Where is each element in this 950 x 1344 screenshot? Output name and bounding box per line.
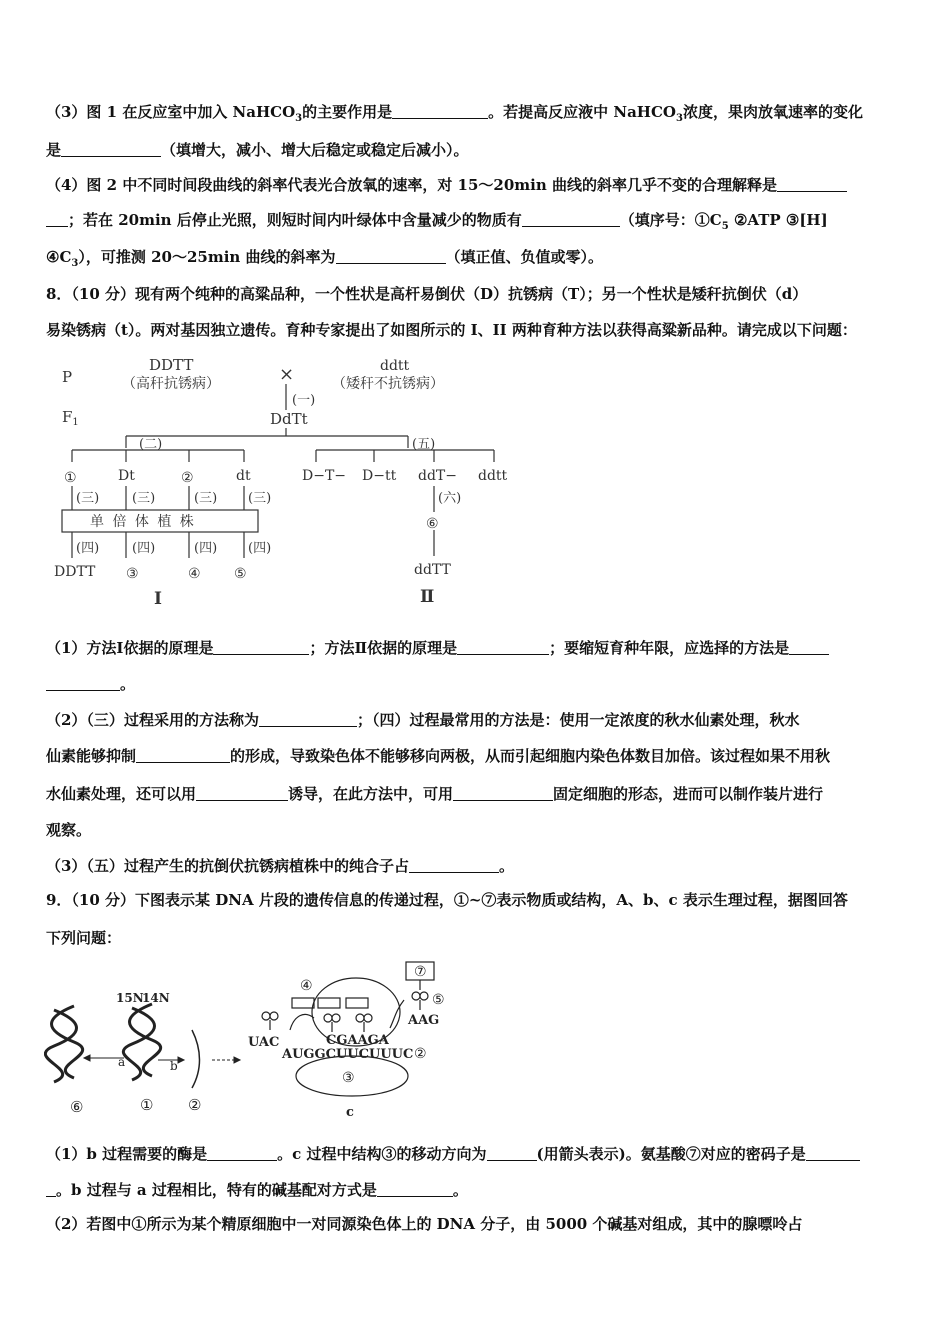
label-b: b — [170, 1059, 178, 1073]
answer-blank[interactable] — [487, 1146, 537, 1161]
label-5: ⑤ — [432, 992, 445, 1008]
q9-intro-2: 下列问题： — [46, 929, 122, 947]
step-3b: (三) — [132, 491, 156, 506]
answer-blank[interactable] — [409, 858, 499, 873]
step-4c: (四) — [194, 541, 218, 556]
answer-blank[interactable] — [392, 104, 488, 119]
dna-6-helix — [45, 1006, 82, 1082]
step-4a: (四) — [76, 541, 100, 556]
q8-sub2-line3: 水仙素处理，还可以用 诱导，在此方法中，可用 固定细胞的形态，进而可以制作装片进行 — [46, 785, 824, 803]
answer-blank[interactable] — [806, 1146, 860, 1161]
q8-sub3: （3）（五）过程产生的抗倒伏抗锈病植株中的纯合子占 。 — [46, 857, 514, 875]
label-7: ⑦ — [414, 964, 427, 980]
answer-blank[interactable] — [777, 177, 847, 192]
label-p: P — [62, 368, 73, 386]
q7-line-5: （4）图 2 中不同时间段曲线的斜率代表光合放氧的速率，对 15～20min 曲线的斜率几乎不变的合理解释是 — [46, 175, 910, 195]
q9-sub1-line2: 。b 过程与 a 过程相比，特有的碱基配对方式是 。 — [46, 1180, 910, 1200]
f2-4: ddtt — [478, 468, 508, 484]
answer-blank[interactable] — [259, 712, 357, 727]
q9-sub1-line1: （1）b 过程需要的酶是 。c 过程中结构③的移动方向为 (用箭头表示)。氨基酸⑦对应的密码子是 — [46, 1144, 910, 1164]
label-6: ⑥ — [70, 1098, 84, 1116]
label-6: ⑥ — [426, 516, 439, 532]
answer-blank[interactable] — [196, 786, 288, 801]
trna-anticodon-uac: UAC — [248, 1035, 280, 1050]
f2-3: ddT− — [418, 468, 457, 484]
q7-line-7: $④C_3$），可推测 20～25min 曲线的斜率为 （填正值、负值或零）。 — [46, 248, 604, 269]
cross-symbol: × — [279, 364, 295, 385]
f1-genotype: DdTt — [270, 410, 308, 428]
step-4b: (四) — [132, 541, 156, 556]
answer-blank[interactable] — [789, 640, 829, 655]
label-1: ① — [140, 1096, 154, 1114]
parent-1: DDTT — [149, 356, 194, 374]
step-3c: (三) — [194, 491, 218, 506]
amino-acid-4-box — [292, 998, 314, 1008]
anticodons-cgaaga: CGAAGA — [326, 1033, 389, 1048]
parent-2: ddtt — [380, 358, 410, 374]
answer-blank[interactable] — [46, 212, 68, 227]
f2-1: D−T− — [302, 468, 347, 484]
q8-sub2-line2: 仙素能够抑制 的形成，导致染色体不能够移向两极，从而引起细胞内染色体数目加倍。该过程如果不用秋 — [46, 747, 831, 765]
trna-anticodon-aag: AAG — [408, 1013, 440, 1028]
parent-2-desc: （矮秆不抗锈病） — [332, 376, 444, 392]
q8-sub2-line4: 观察。 — [46, 821, 92, 839]
step-5: (五) — [412, 437, 436, 452]
label-c: c — [346, 1105, 354, 1120]
q8-intro-2: 易染锈病（t）。两对基因独立遗传。育种专家提出了如图所示的 I、II 两种育种方法以获得高粱新品种。请完成以下问题： — [46, 321, 857, 339]
label-2: ② — [188, 1096, 202, 1114]
answer-blank[interactable] — [213, 640, 309, 655]
method-i-label: Ⅰ — [154, 589, 162, 609]
f2-2: D−tt — [362, 468, 397, 484]
step-2: (二) — [139, 437, 163, 452]
q7-line-4: 是 （填增大，减小、增大后稳定或稳定后减小）。 — [46, 141, 469, 159]
q7-line-3: （3）图 1 在反应室中加入 NaHCO$_3$的主要作用是 。若提高反应液中 NaHCO$_3$浓度，果肉放氧速率的变化 — [46, 103, 863, 124]
label-2b: ② — [414, 1046, 427, 1062]
step-4d: (四) — [248, 541, 272, 556]
q8-sub1-line1: （1）方法Ⅰ依据的原理是 ；方法Ⅱ依据的原理是 ；要缩短育种年限，应选择的方法是 — [46, 638, 910, 658]
q8-sub2-line1: （2）（三）过程采用的方法称为 ；（四）过程最常用的方法是：使用一定浓度的秋水仙素处理，秋水 — [46, 711, 800, 729]
label-f1: $F_1$ — [62, 408, 79, 428]
answer-blank[interactable] — [377, 1182, 453, 1197]
answer-blank[interactable] — [522, 212, 620, 227]
answer-blank[interactable] — [46, 676, 120, 691]
dna-transfer-diagram — [44, 960, 464, 1122]
mrna-sequence: AUGGCUUCUUUC — [282, 1047, 414, 1062]
q8-sub1-line2: 。 — [46, 674, 910, 694]
out-3: ④ — [188, 566, 201, 582]
label-3: ③ — [342, 1070, 355, 1086]
final-genotype: ddTT — [414, 562, 451, 578]
gamete-3: ② — [181, 470, 194, 486]
answer-blank[interactable] — [136, 748, 230, 763]
q9-sub2-line1: （2）若图中①所示为某个精原细胞中一对同源染色体上的 DNA 分子，由 5000 个碱基对组成，其中的腺嘌呤占 — [46, 1215, 803, 1233]
q9-intro-1: 9．（10 分）下图表示某 DNA 片段的遗传信息的传递过程，①~⑦表示物质或结构，A、b、c 表示生理过程，据图回答 — [46, 891, 848, 909]
gamete-1: ① — [64, 470, 77, 486]
dna-1-helix — [123, 1004, 160, 1080]
answer-blank[interactable] — [336, 249, 446, 264]
label-4: ④ — [300, 978, 313, 994]
gamete-4: dt — [236, 468, 251, 484]
gamete-2: Dt — [118, 468, 135, 484]
answer-blank[interactable] — [46, 1182, 56, 1197]
step-3d: (三) — [248, 491, 272, 506]
answer-blank[interactable] — [453, 786, 553, 801]
mrna-2-strand — [192, 1030, 200, 1088]
answer-blank[interactable] — [207, 1146, 277, 1161]
out-4: ⑤ — [234, 566, 247, 582]
step-3a: (三) — [76, 491, 100, 506]
q7-line-6: ；若在 20min 后停止光照，则短时间内叶绿体中含量减少的物质有 （填序号：$①C_5$ ②ATP ③[H] — [46, 210, 910, 237]
out-1: DDTT — [54, 564, 96, 580]
label-a: a — [118, 1055, 126, 1069]
parent-1-desc: （高秆抗锈病） — [122, 376, 220, 392]
label-15n: 15N — [116, 991, 144, 1005]
breeding-diagram — [54, 352, 524, 612]
haploid-box-label: 单 倍 体 植 株 — [90, 514, 196, 530]
step-1: (一) — [292, 393, 316, 408]
step-6: (六) — [438, 491, 462, 506]
label-14n: 14N — [142, 991, 170, 1005]
out-2: ③ — [126, 566, 139, 582]
answer-blank[interactable] — [61, 142, 161, 157]
answer-blank[interactable] — [457, 640, 549, 655]
method-ii-label: Ⅱ — [420, 587, 435, 607]
q8-intro-1: 8．（10 分）现有两个纯种的高粱品种，一个性状是高杆易倒伏（D）抗锈病（T）；另一个性状是矮秆抗倒伏（d） — [46, 285, 808, 303]
